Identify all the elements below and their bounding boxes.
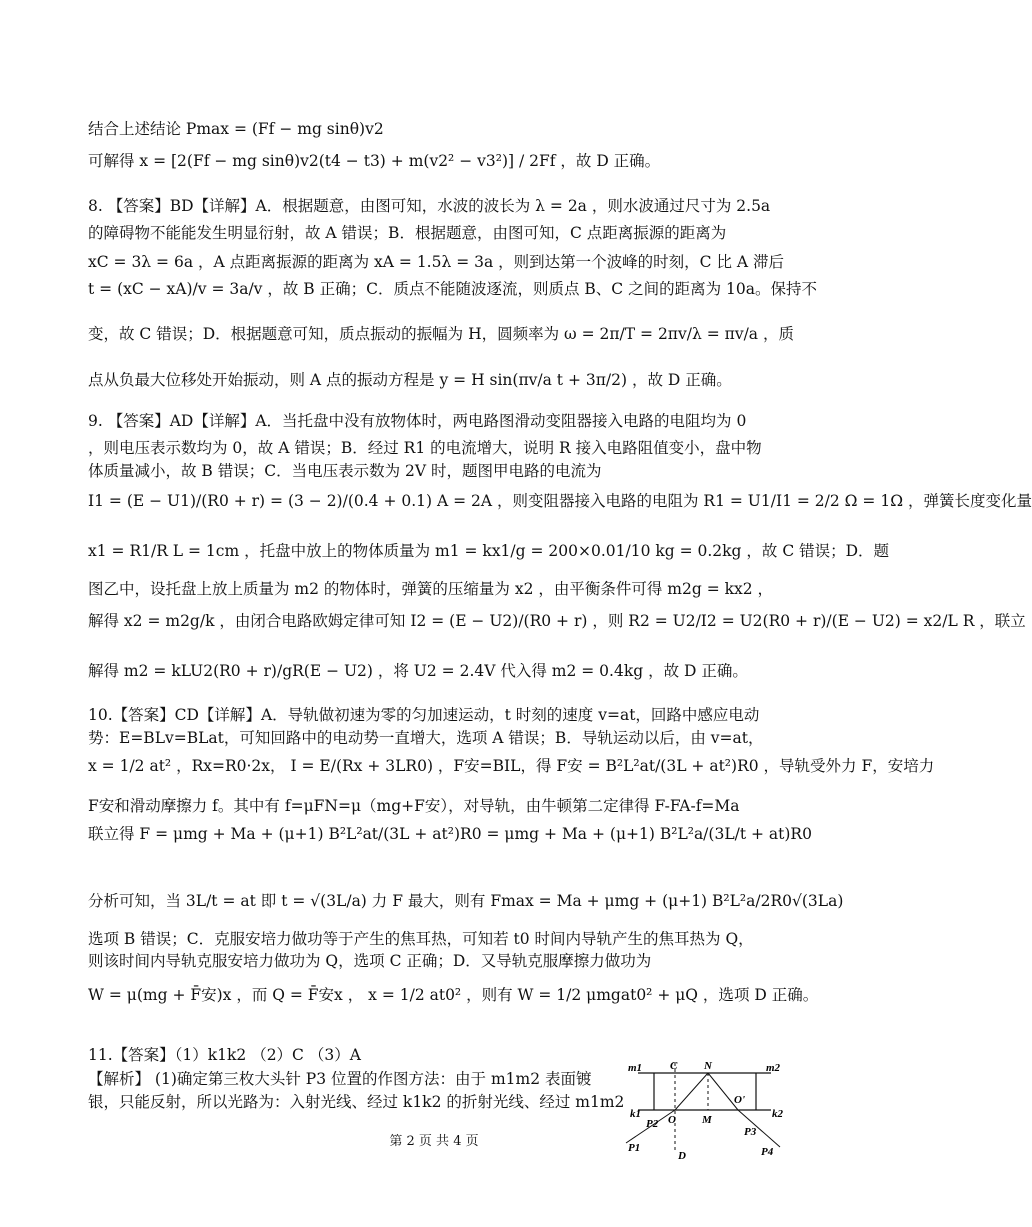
text-line: 图乙中，设托盘上放上质量为 m2 的物体时，弹簧的压缩量为 x2 ，由平衡条件可得 m2g = kx2 ， [88, 580, 774, 598]
text-line: t = (xC − xA)/v = 3a/v ，故 B 正确；C．质点不能随波逐流，则质点 B、C 之间的距离为 10a。保持不 [88, 280, 817, 298]
label-k1: k1 [630, 1108, 641, 1120]
label-M: M [702, 1114, 712, 1126]
label-C: C [670, 1060, 678, 1072]
text-line: xC = 3λ = 6a ，A 点距离振源的距离为 xA = 1.5λ = 3a ，则到达第一个波峰的时刻，C 比 A 滞后 [88, 253, 785, 271]
label-P1: P1 [628, 1142, 641, 1154]
page-footer: 第 2 页 共 4 页 [389, 1134, 479, 1149]
label-D: D [678, 1150, 686, 1162]
text-line: 11.【答案】（1）k1k2 （2）C （3）A [88, 1046, 361, 1064]
text-line: 结合上述结论 Pmax = (Ff − mg sinθ)v2 [88, 120, 384, 138]
text-line: 变，故 C 错误；D．根据题意可知，质点振动的振幅为 H，圆频率为 ω = 2π/T = 2πv/λ = πv/a ，质 [88, 325, 794, 343]
text-line: 联立得 F = μmg + Ma + (μ+1) B²L²at/(3L + at²)R0 = μmg + Ma + (μ+1) B²L²a/(3L/t + at)R0 [88, 825, 812, 843]
label-P4: P4 [761, 1146, 774, 1158]
label-P3: P3 [744, 1126, 757, 1138]
text-line: 8. 【答案】BD【详解】A．根据题意，由图可知，水波的波长为 λ = 2a ，则水波通过尺寸为 2.5a [88, 197, 771, 215]
text-line: 点从负最大位移处开始振动，则 A 点的振动方程是 y = H sin(πv/a t + 3π/2) ，故 D 正确。 [88, 371, 732, 389]
text-line: ，则电压表示数均为 0，故 A 错误；B．经过 R1 的电流增大，说明 R 接入电路阻值变小，盘中物 [88, 439, 762, 457]
label-O-prime: O' [734, 1094, 745, 1106]
label-m2: m2 [766, 1062, 781, 1074]
optics-diagram [616, 1055, 786, 1175]
text-line: 选项 B 错误；C．克服安培力做功等于产生的焦耳热，可知若 t0 时间内导轨产生的焦耳热为 Q， [88, 930, 754, 948]
label-m1: m1 [628, 1062, 643, 1074]
text-line: 解得 m2 = kLU2(R0 + r)/gR(E − U2) ，将 U2 = 2.4V 代入得 m2 = 0.4kg ，故 D 正确。 [88, 662, 748, 680]
text-line: 【解析】 (1)确定第三枚大头针 P3 位置的作图方法：由于 m1m2 表面镀 [88, 1070, 592, 1088]
text-line: x1 = R1/R L = 1cm ，托盘中放上的物体质量为 m1 = kx1/g = 200×0.01/10 kg = 0.2kg ，故 C 错误；D．题 [88, 542, 890, 560]
text-line: 9. 【答案】AD【详解】A．当托盘中没有放物体时，两电路图滑动变阻器接入电路的电阻均为 0 [88, 412, 747, 430]
label-P2: P2 [646, 1118, 659, 1130]
label-k2: k2 [772, 1108, 783, 1120]
text-line: 银，只能反射，所以光路为：入射光线、经过 k1k2 的折射光线、经过 m1m2 [88, 1093, 625, 1111]
text-line: 体质量减小，故 B 错误；C．当电压表示数为 2V 时，题图甲电路的电流为 [88, 462, 602, 480]
text-line: 10.【答案】CD【详解】A．导轨做初速为零的匀加速运动，t 时刻的速度 v=at，回路中感应电动 [88, 706, 760, 724]
label-N: N [704, 1060, 712, 1072]
text-line: 势：E=BLv=BLat，可知回路中的电动势一直增大，选项 A 错误；B．导轨运动以后，由 v=at， [88, 729, 764, 747]
refracted-ray [675, 1073, 708, 1110]
text-line: 则该时间内导轨克服安培力做功为 Q，选项 C 正确；D．又导轨克服摩擦力做功为 [88, 952, 652, 970]
text-line: x = 1/2 at² ，Rx=R0·2x， I = E/(Rx + 3LR0) ，F安=BIL，得 F安 = B²L²at/(3L + at²)R0 ，导轨受外力 F，安培力 [88, 757, 935, 775]
label-O: O [668, 1114, 676, 1126]
text-line: 分析可知，当 3L/t = at 即 t = √(3L/a) 力 F 最大，则有 Fmax = Ma + μmg + (μ+1) B²L²a/2R0√(3La) [88, 892, 844, 910]
text-line: W = μ(mg + F̄安)x ，而 Q = F̄安x ， x = 1/2 at0² ，则有 W = 1/2 μmgat0² + μQ ，选项 D 正确。 [88, 986, 819, 1004]
text-line: 可解得 x = [2(Ff − mg sinθ)v2(t4 − t3) + m(v2² − v3²)] / 2Ff ，故 D 正确。 [88, 152, 661, 170]
text-line: 解得 x2 = m2g/k ，由闭合电路欧姆定律可知 I2 = (E − U2)/(R0 + r) ，则 R2 = U2/I2 = U2(R0 + r)/(E − U2) = x2/L R ，联立 [88, 612, 1026, 630]
text-line: I1 = (E − U1)/(R0 + r) = (3 − 2)/(0.4 + 0.1) A = 2A ，则变阻器接入电路的电阻为 R1 = U1/I1 = 2/2 Ω = 1Ω ，弹簧长度变化量 [88, 492, 1032, 510]
text-line: 的障碍物不能能发生明显衍射，故 A 错误；B．根据题意，由图可知，C 点距离振源的距离为 [88, 224, 727, 242]
text-line: F安和滑动摩擦力 f。其中有 f=μFN=μ（mg+F安），对导轨，由牛顿第二定律得 F-FA-f=Ma [88, 797, 740, 815]
